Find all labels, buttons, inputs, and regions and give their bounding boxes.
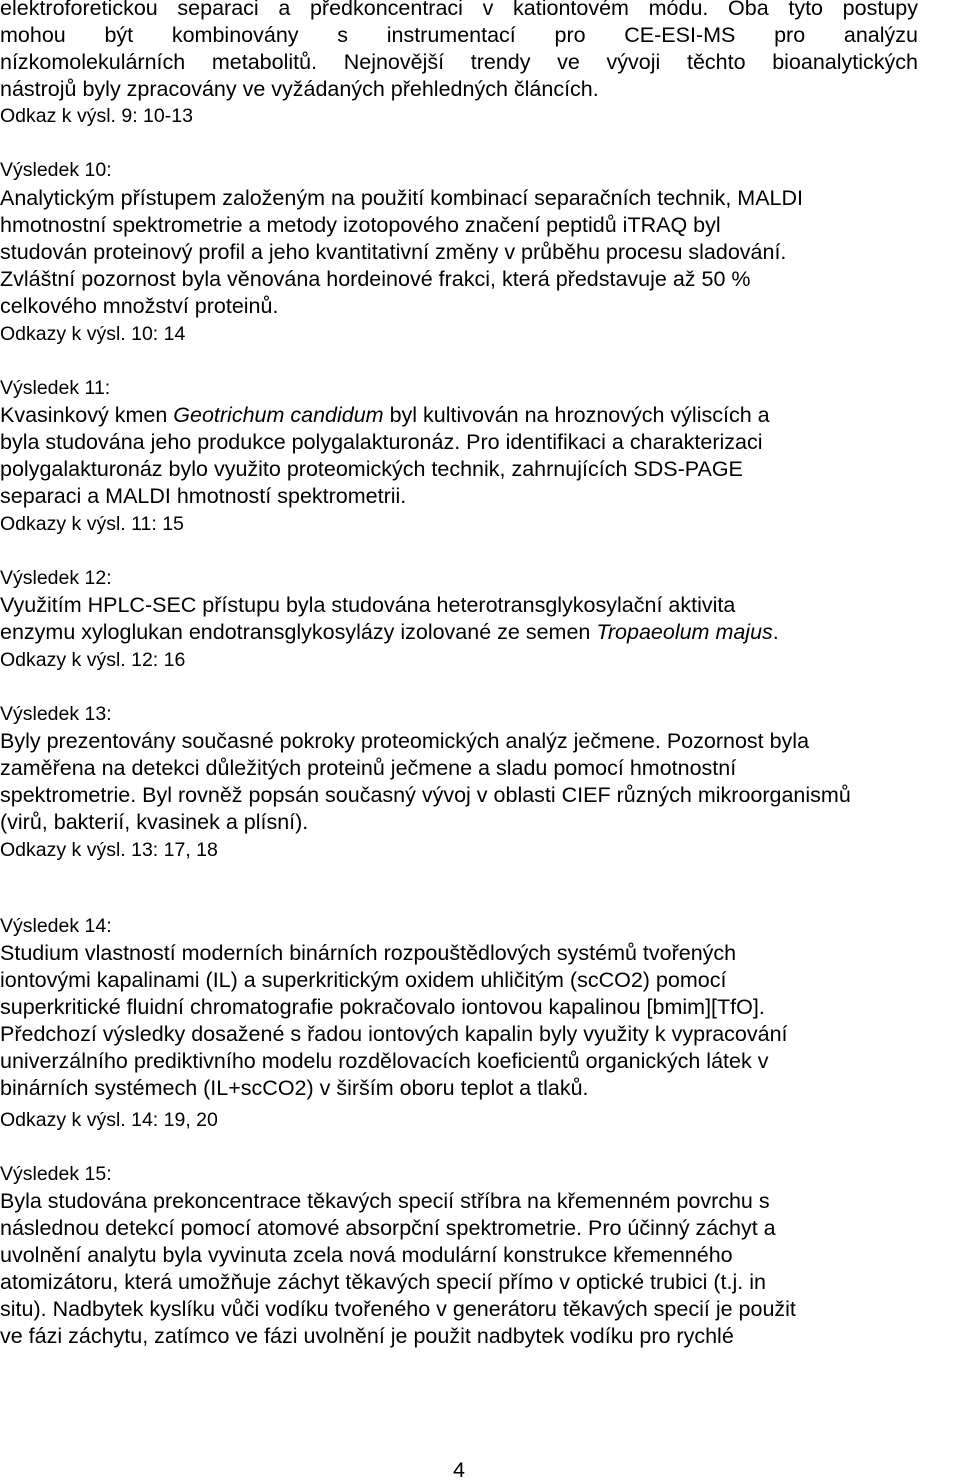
text-run: Kvasinkový kmen — [0, 403, 174, 427]
species-name-italic: Tropaeolum majus — [596, 620, 773, 644]
result-line: Využitím HPLC-SEC přístupu byla studována heterotransglykosylační aktivita — [0, 593, 736, 617]
result-heading: Výsledek 10: — [0, 159, 112, 181]
result-heading: Výsledek 12: — [0, 567, 112, 589]
result-line: polygalakturonáz bylo využito proteomických technik, zahrnujících SDS-PAGE — [0, 457, 743, 481]
result-line: iontovými kapalinami (IL) a superkritickým oxidem uhličitým (scCO2) pomocí — [0, 968, 727, 992]
result-line: situ). Nadbytek kyslíku vůči vodíku tvořeného v generátoru těkavých specií je použit — [0, 1297, 796, 1321]
result-line: Zvláštní pozornost byla věnována hordeinové frakci, která představuje až 50 % — [0, 267, 751, 291]
result-heading: Výsledek 11: — [0, 377, 111, 399]
result-line: Analytickým přístupem založeným na použití kombinací separačních technik, MALDI — [0, 186, 804, 210]
reference-text: Odkazy k výsl. 10: 14 — [0, 323, 186, 345]
result-line: hmotnostní spektrometrie a metody izotopového značení peptidů iTRAQ byl — [0, 213, 721, 237]
result-line: studován proteinový profil a jeho kvantitativní změny v průběhu procesu sladování. — [0, 240, 787, 264]
reference-text: Odkazy k výsl. 12: 16 — [0, 649, 186, 671]
result-line: Studium vlastností moderních binárních rozpouštědlových systémů tvořených — [0, 941, 737, 965]
result-line: spektrometrie. Byl rovněž popsán současný vývoj v oblasti CIEF různých mikroorganismů — [0, 783, 851, 807]
reference-text: Odkaz k výsl. 9: 10-13 — [0, 105, 193, 127]
result-line: univerzálního prediktivního modelu rozdělovacích koeficientů organických látek v — [0, 1049, 769, 1073]
text-run: enzymu xyloglukan endotransglykosylázy izolované ze semen — [0, 620, 597, 644]
result-line: superkritické fluidní chromatografie pokračovalo iontovou kapalinou [bmim][TfO]. — [0, 995, 765, 1019]
text-run: byl kultivován na hroznových výliscích a — [383, 403, 770, 427]
result-line — [0, 401, 770, 429]
result-line: zaměřena na detekci důležitých proteinů ječmene a sladu pomocí hmotnostní — [0, 756, 737, 780]
intro-line: mohou být kombinovány s instrumentací pro CE-ESI-MS pro analýzu — [0, 23, 918, 47]
result-line: binárních systémech (IL+scCO2) v širším oboru teplot a tlaků. — [0, 1076, 589, 1100]
result-line: Byla studována prekoncentrace těkavých specií stříbra na křemenném povrchu s — [0, 1189, 770, 1213]
species-name-italic: Geotrichum candidum — [173, 403, 384, 427]
result-line: celkového množství proteinů. — [0, 294, 279, 318]
result-line: Byly prezentovány současné pokroky proteomických analýz ječmene. Pozornost byla — [0, 729, 810, 753]
result-line: atomizátoru, která umožňuje záchyt těkavých specií přímo v optické trubici (t.j. in — [0, 1270, 766, 1294]
intro-line: nízkomolekulárních metabolitů. Nejnovější trendy ve vývoji těchto bioanalytických — [0, 50, 918, 74]
result-line — [0, 618, 779, 646]
result-line: separaci a MALDI hmotností spektrometrii. — [0, 484, 407, 508]
result-line: (virů, bakterií, kvasinek a plísní). — [0, 810, 309, 834]
result-heading: Výsledek 15: — [0, 1163, 112, 1185]
result-heading: Výsledek 14: — [0, 915, 112, 937]
result-line: byla studována jeho produkce polygalakturonáz. Pro identifikaci a charakterizaci — [0, 430, 763, 454]
result-line: ve fázi záchytu, zatímco ve fázi uvolnění je použit nadbytek vodíku pro rychlé — [0, 1324, 734, 1348]
result-line: následnou detekcí pomocí atomové absorpční spektrometrie. Pro účinný záchyt a — [0, 1216, 776, 1240]
intro-line: nástrojů byly zpracovány ve vyžádaných přehledných článcích. — [0, 77, 599, 101]
reference-text: Odkazy k výsl. 11: 15 — [0, 513, 184, 535]
page-number: 4 — [453, 1458, 465, 1482]
text-run: . — [772, 620, 779, 644]
reference-text: Odkazy k výsl. 14: 19, 20 — [0, 1109, 218, 1131]
result-line: Předchozí výsledky dosažené s řadou iontových kapalin byly využity k vypracování — [0, 1022, 788, 1046]
reference-text: Odkazy k výsl. 13: 17, 18 — [0, 839, 218, 861]
result-line: uvolnění analytu byla vyvinuta zcela nová modulární konstrukce křemenného — [0, 1243, 733, 1267]
intro-line: elektroforetickou separaci a předkoncentraci v kationtovém módu. Oba tyto postupy — [0, 0, 918, 20]
result-heading: Výsledek 13: — [0, 703, 112, 725]
